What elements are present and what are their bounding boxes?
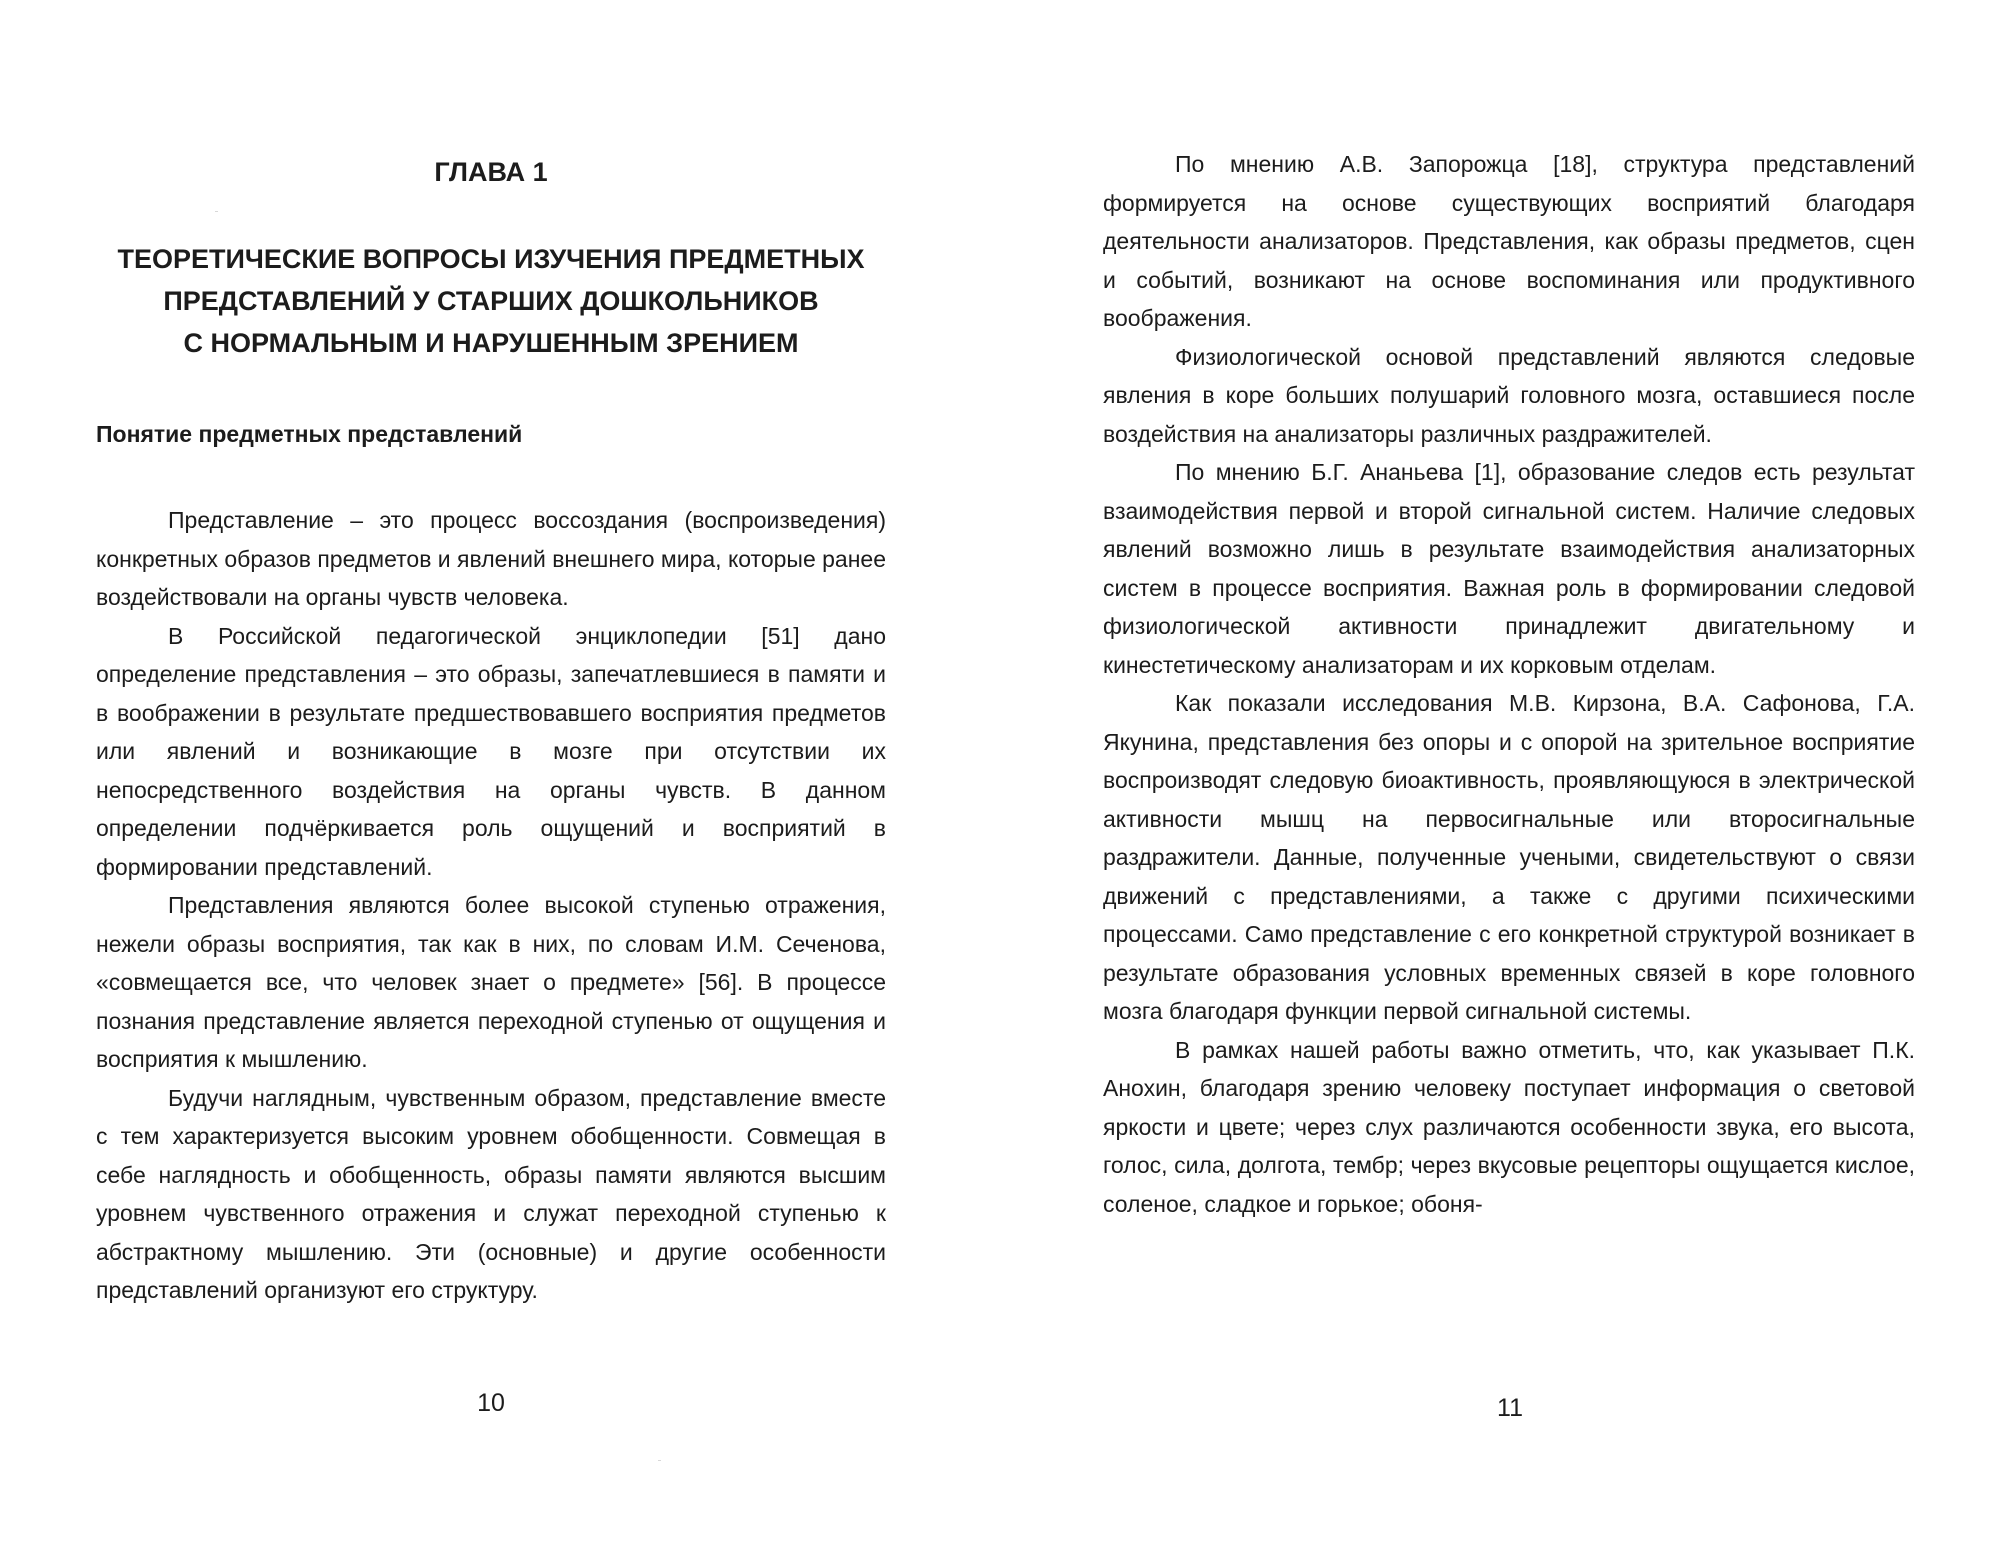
left-body-text	[96, 501, 886, 1310]
right-body-text	[1103, 145, 1915, 1223]
paragraph: По мнению Б.Г. Ананьева [1], образование следов есть результат взаимодействия первой и второй сигнальной систем. Наличие следовых явлений возможно лишь в результате взаимодействия анализаторных систем в процессе восприятия. Важная роль в формировании следовой физиологической активности принадлежит двигательному и кинестетическому анализаторам и их корковым отделам.	[1103, 459, 1915, 678]
chapter-title-line: ТЕОРЕТИЧЕСКИЕ ВОПРОСЫ ИЗУЧЕНИЯ ПРЕДМЕТНЫХ	[117, 244, 865, 274]
paragraph: Представления являются более высокой ступенью отражения, нежели образы восприятия, так как в них, по словам И.М. Сеченова, «совмещается все, что человек знает о предмете» [56]. В процессе познания представление является переходной ступенью от ощущения и восприятия к мышлению.	[96, 892, 886, 1072]
paragraph: По мнению А.В. Запорожца [18], структура представлений формируется на основе существующих восприятий благодаря деятельности анализаторов. Представления, как образы предметов, сцен и событий, возникают на основе воспоминания или продуктивного воображения.	[1103, 151, 1915, 331]
scan-speck	[658, 1460, 661, 1461]
section-title: Понятие предметных представлений	[96, 421, 523, 447]
paragraph: Физиологической основой представлений являются следовые явления в коре больших полушарий головного мозга, оставшиеся после воздействия на анализаторы различных раздражителей.	[1103, 343, 1915, 447]
right-page	[1103, 0, 1915, 1551]
chapter-label: ГЛАВА 1	[434, 157, 548, 187]
page-number: 10	[477, 1389, 505, 1417]
chapter-title-line: С НОРМАЛЬНЫМ И НАРУШЕННЫМ ЗРЕНИЕМ	[183, 328, 799, 358]
page-number: 11	[1497, 1394, 1523, 1422]
left-page	[96, 0, 886, 1551]
paragraph: Как показали исследования М.В. Кирзона, В.А. Сафонова, Г.А. Якунина, представления без опоры и с опорой на зрительное восприятие воспроизводят следовую биоактивность, проявляющуюся в электрической активности мышц на первосигнальные или второсигнальные раздражители. Данные, полученные учеными, свидетельствуют о связи движений с представлениями, а также с другими психическими процессами. Само представление с его конкретной структурой возникает в результате образования условных временных связей в коре головного мозга благодаря функции первой сигнальной системы.	[1103, 690, 1915, 1024]
scan-speck	[215, 211, 218, 212]
paragraph: В Российской педагогической энциклопедии [51] дано определение представления – это образы, запечатлевшиеся в памяти и в воображении в результате предшествовавшего восприятия предметов или явлений и возникающие в мозге при отсутствии их непосредственного воздействия на органы чувств. В данном определении подчёркивается роль ощущений и восприятий в формировании представлений.	[96, 622, 886, 880]
paragraph: Представление – это процесс воссоздания (воспроизведения) конкретных образов предметов и явлений внешнего мира, которые ранее воздействовали на органы чувств человека.	[96, 507, 886, 610]
chapter-title	[96, 238, 886, 364]
chapter-title-line: ПРЕДСТАВЛЕНИЙ У СТАРШИХ ДОШКОЛЬНИКОВ	[163, 286, 819, 316]
paragraph: В рамках нашей работы важно отметить, что, как указывает П.К. Анохин, благодаря зрению человеку поступает информация о световой яркости и цвете; через слух различаются особенности звука, его высота, голос, сила, долгота, тембр; через вкусовые рецепторы ощущается кислое, соленое, сладкое и горькое; обоня-	[1103, 1036, 1915, 1217]
paragraph: Будучи наглядным, чувственным образом, представление вместе с тем характеризуется высоким уровнем обобщенности. Совмещая в себе наглядность и обобщенность, образы памяти являются высшим уровнем чувственного отражения и служат переходной ступенью к абстрактному мышлению. Эти (основные) и другие особенности представлений организуют его структуру.	[96, 1084, 886, 1303]
